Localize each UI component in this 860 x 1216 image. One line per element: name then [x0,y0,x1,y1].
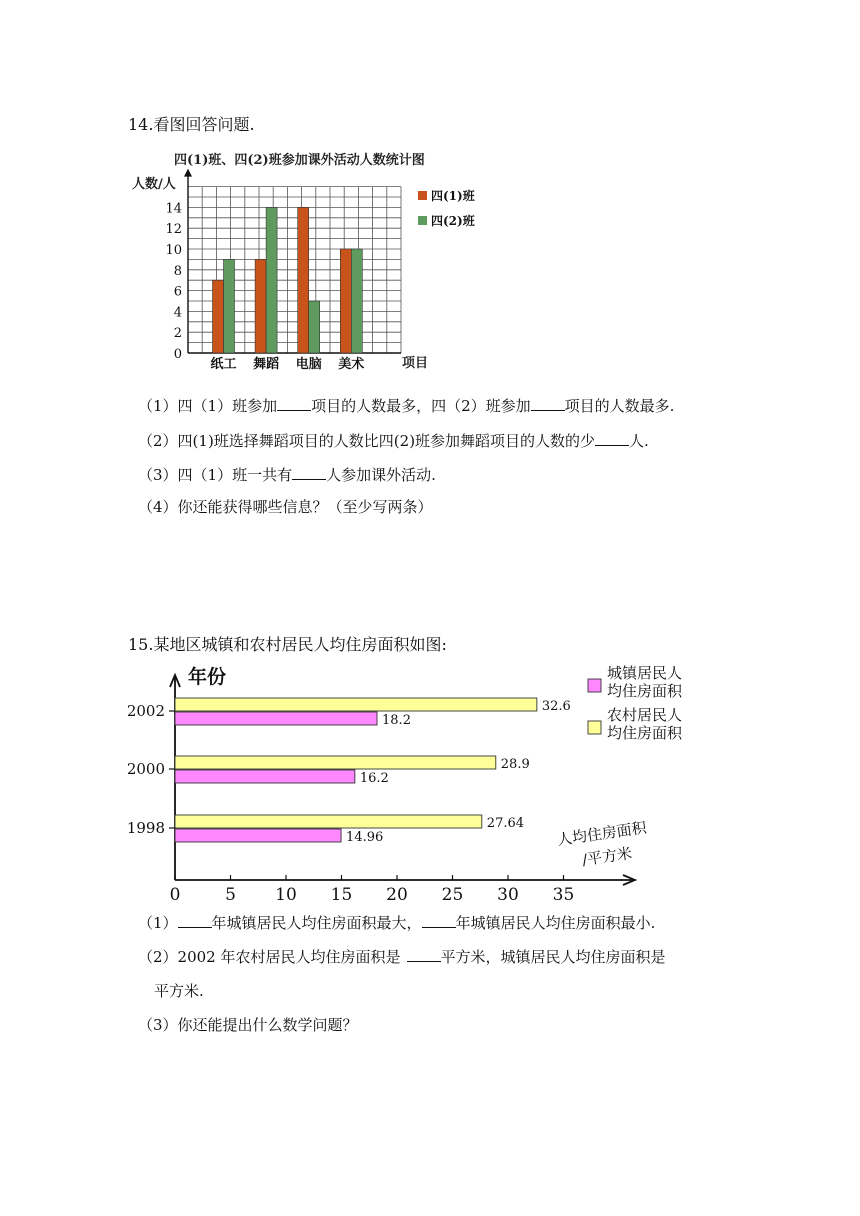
q15-q1-text-b: 年城镇居民人均住房面积最大， [211,914,422,932]
data-label: 14.96 [346,830,384,845]
y-tick-label: 8 [173,263,182,279]
chart15-tick-labels [127,702,575,905]
q14-q2-text-b: 人. [629,432,649,450]
y-tick-label: 2002 [126,702,165,720]
bar-2-舞蹈 [266,207,277,353]
legend-label: 四(2)班 [431,214,475,228]
x-tick-label: 0 [169,885,181,905]
chart15-ylabel: 年份 [188,666,227,688]
x-tick-label: 舞蹈 [253,357,280,372]
q14-question-2 [138,430,649,451]
bar-1-纸工 [213,280,224,353]
legend-label: 农村居民人 [607,706,683,724]
q15-question-1 [138,912,655,933]
answer-blank[interactable] [531,410,565,411]
data-label: 28.9 [500,757,530,772]
answer-blank[interactable] [292,479,326,480]
legend-label: 均住房面积 [607,724,683,742]
y-axis-arrow [184,169,192,177]
x-axis-label: 人均住房面积 [556,818,648,849]
chart15-xlabel [556,818,649,868]
bar-1998-2 [175,829,341,842]
data-label: 27.64 [486,816,525,831]
answer-blank[interactable] [422,927,456,928]
x-tick-label: 5 [225,885,236,905]
q15-q2-text-a: （2）2002 年农村居民人均住房面积是 [138,948,401,966]
q15-q1-text-a: （1） [138,914,178,932]
legend-swatch [418,216,427,225]
q14-q2-text-a: （2）四(1)班选择舞蹈项目的人数比四(2)班参加舞蹈项目的人数的少 [138,432,596,450]
data-label: 32.6 [541,699,571,714]
q15-q2-text-b: 平方米，城镇居民人均住房面积是 [440,948,666,966]
x-tick-label: 30 [497,885,519,905]
chart15-legend [588,664,683,742]
q15-title: 15.某地区城镇和农村居民人均住房面积如图: [128,635,447,654]
y-tick-label: 2 [173,326,182,342]
chart-housing-area [128,655,708,905]
legend-swatch [588,679,601,692]
q14-q3-text-a: （3）四（1）班一共有 [138,466,293,484]
y-tick-label: 2000 [126,760,165,778]
q14-title: 14.看图回答问题. [128,115,255,134]
q14-question-4: （4）你还能获得哪些信息？（至少写两条） [138,498,433,516]
chart14-title: 四(1)班、四(2)班参加课外活动人数统计图 [174,153,425,168]
x-tick-label: 纸工 [210,357,237,372]
y-tick-label: 10 [165,243,182,258]
bar-2-电脑 [309,301,320,353]
q14-question-1 [138,395,674,416]
legend-swatch [588,721,601,734]
data-label: 16.2 [359,771,389,786]
y-tick-label: 12 [165,222,182,238]
chart-class-activities [132,148,520,378]
x-tick-label: 35 [552,885,575,905]
y-tick-label: 1998 [126,819,165,837]
q14-q1-text-b: 项目的人数最多，四（2）班参加 [311,397,531,415]
y-tick-label: 4 [173,305,182,321]
q14-q1-text-a: （1）四（1）班参加 [138,397,278,415]
answer-blank[interactable] [277,410,311,411]
bar-2002-2 [175,712,377,725]
chart14-ylabel: 人数/人 [132,177,176,192]
answer-blank[interactable] [595,445,629,446]
y-tick-label: 6 [173,284,182,300]
q15-question-2-cont: 平方米. [154,982,204,1000]
bar-2000-1 [175,756,496,769]
chart15-bars [175,698,571,845]
q14-q1-text-c: 项目的人数最多. [564,397,675,415]
q15-q1-text-c: 年城镇居民人均住房面积最小. [455,914,656,932]
bar-1-美术 [340,249,351,353]
bar-1-舞蹈 [255,259,266,353]
x-tick-label: 20 [386,885,408,905]
y-tick-label: 14 [165,201,182,217]
q15-question-3: （3）你还能提出什么数学问题？ [138,1016,358,1034]
x-tick-label: 15 [330,885,353,905]
y-tick-label: 0 [173,347,182,362]
legend-label: 均住房面积 [607,682,683,700]
bar-1998-1 [175,815,482,828]
legend-label: 四(1)班 [431,189,475,203]
answer-blank[interactable] [407,961,441,962]
x-axis-label-unit: /平方米 [581,844,634,869]
answer-blank[interactable] [178,927,212,928]
bar-2000-2 [175,770,355,783]
chart14-legend [418,188,476,228]
bar-2-美术 [351,249,362,353]
q15-question-2 [138,946,666,967]
x-tick-label: 25 [441,885,464,905]
bar-2-纸工 [224,259,235,353]
q14-q3-text-b: 人参加课外活动. [326,466,436,484]
data-label: 18.2 [382,713,411,728]
x-tick-label: 电脑 [295,357,322,372]
chart14-xlabel: 项目 [402,356,429,371]
q14-question-3 [138,464,436,485]
legend-swatch [418,191,427,200]
legend-label: 城镇居民人 [607,664,683,682]
bar-2002-1 [175,698,537,711]
bar-1-电脑 [298,207,309,353]
x-tick-label: 10 [275,885,297,905]
x-tick-label: 美术 [338,357,365,372]
